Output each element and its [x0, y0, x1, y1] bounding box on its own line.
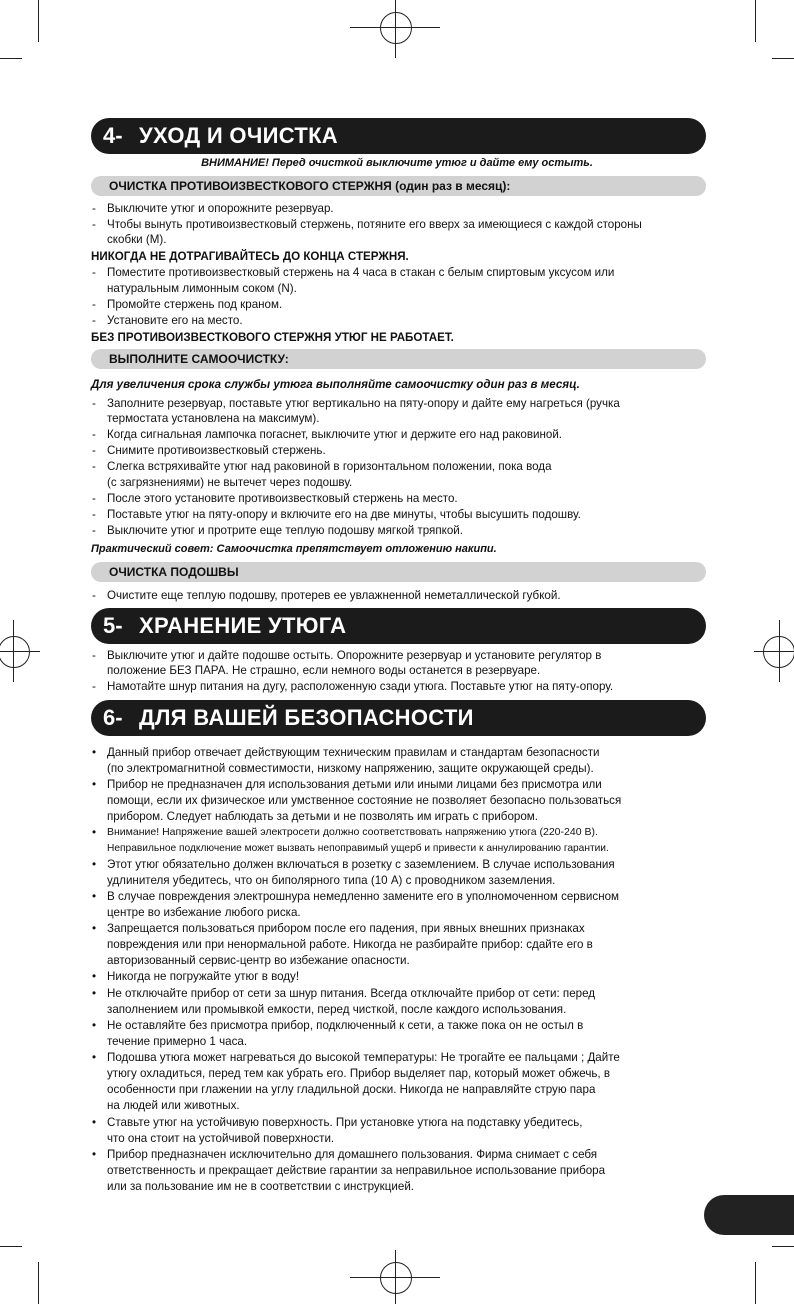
- text-line: скобки (M).: [107, 233, 167, 246]
- text-line: После этого установите противоизвестковый стержень на место.: [107, 492, 458, 505]
- bullet-marker: •: [92, 987, 97, 1000]
- text-line: Не оставляйте без присмотра прибор, подключенный к сети, а также пока он не остыл в: [107, 1019, 584, 1032]
- section-title: ДЛЯ ВАШЕЙ БЕЗОПАСНОСТИ: [139, 705, 474, 730]
- section-number: 4-: [103, 123, 123, 148]
- dash-marker: -: [92, 397, 96, 410]
- text-line: утюгу охладиться, перед тем как убрать его. Прибор выделяет пар, который может обжечь, в: [107, 1067, 611, 1080]
- text-line: Данный прибор отвечает действующим техническим правилам и стандартам безопасности: [107, 746, 600, 759]
- crop-mark: [38, 1262, 39, 1304]
- bullet-marker: •: [92, 778, 97, 791]
- registration-line: [13, 620, 14, 682]
- section-number: 6-: [103, 705, 123, 730]
- text-line: Намотайте шнур питания на дугу, расположенную сзади утюга. Поставьте утюг на пяту-опору.: [107, 680, 614, 693]
- italic-intro: Для увеличения срока службы утюга выполняйте самоочистку один раз в месяц.: [91, 378, 580, 391]
- section-4-header: [91, 118, 706, 154]
- text-line: повреждения или при ненормальной работе. Никогда не разбирайте прибор: сдайте его в: [107, 938, 593, 951]
- registration-mark-bottom: [380, 1262, 412, 1294]
- text-line: или за пользование им не в соответствии с инструкцией.: [107, 1180, 415, 1193]
- text-line: Неправильное подключение может вызвать непоправимый ущерб и привести к аннулированию гарантии.: [107, 843, 609, 854]
- subsection-header: [91, 176, 706, 196]
- dash-marker: -: [92, 218, 96, 231]
- dash-marker: -: [92, 649, 96, 662]
- text-line: Прибор не предназначен для использования детьми или иными лицами без присмотра или: [107, 778, 602, 791]
- bullet-marker: •: [92, 858, 97, 871]
- registration-line: [395, 0, 396, 58]
- text-line: Снимите противоизвестковый стержень.: [107, 444, 326, 457]
- text-line: Запрещается пользоваться прибором после его падения, при явных внешних признаках: [107, 922, 585, 935]
- text-line: удлинителя убедитесь, что он биполярного типа (10 A) с проводником заземления.: [107, 874, 556, 887]
- bullet-marker: •: [92, 970, 97, 983]
- crop-mark: [772, 1246, 794, 1247]
- dash-marker: -: [92, 298, 96, 311]
- text-line: Выключите утюг и опорожните резервуар.: [107, 202, 334, 215]
- registration-line: [779, 620, 780, 682]
- dash-marker: -: [92, 266, 96, 279]
- crop-mark: [0, 1246, 22, 1247]
- bullet-marker: •: [92, 1051, 97, 1064]
- text-line: Заполните резервуар, поставьте утюг вертикально на пяту-опору и дайте ему нагреться (ручка: [107, 397, 620, 410]
- bold-notice: БЕЗ ПРОТИВОИЗВЕСТКОВОГО СТЕРЖНЯ УТЮГ НЕ РАБОТАЕТ.: [91, 331, 454, 344]
- text-line: Поместите противоизвестковый стержень на 4 часа в стакан с белым спиртовым уксусом или: [107, 266, 615, 279]
- text-line: Не отключайте прибор от сети за шнур питания. Всегда отключайте прибор от сети: перед: [107, 987, 596, 1000]
- crop-mark: [772, 58, 794, 59]
- bullet-marker: •: [92, 746, 97, 759]
- subsection-title: ОЧИСТКА ПРОТИВОИЗВЕСТКОВОГО СТЕРЖНЯ (один раз в месяц):: [109, 179, 511, 193]
- section-6-header: [91, 700, 706, 736]
- text-line: Внимание! Напряжение вашей электросети должно соответствовать напряжению утюга (220-240 В).: [107, 826, 598, 838]
- text-line: Ставьте утюг на устойчивую поверхность. При установке утюга на подставку убедитесь,: [107, 1116, 583, 1129]
- section-5-header: [91, 608, 706, 644]
- registration-line: [395, 1250, 396, 1304]
- text-line: особенности при глажении на углу гладильной доски. Никогда не направляйте струю пара: [107, 1083, 596, 1096]
- subsection-header: [91, 562, 706, 582]
- dash-marker: -: [92, 680, 96, 693]
- dash-marker: -: [92, 524, 96, 537]
- text-line: авторизованный сервис-центр во избежание опасности.: [107, 954, 410, 967]
- subsection-title: ОЧИСТКА ПОДОШВЫ: [109, 565, 239, 579]
- text-line: помощи, если их физическое или умственное состояние не позволяет безопасно пользоваться: [107, 794, 622, 807]
- text-line: заполнением или промывкой емкости, перед чисткой, после каждого использования.: [107, 1003, 567, 1016]
- text-line: (с загрязнениями) не вытечет через подошву.: [107, 476, 353, 489]
- text-line: центре во избежание любого риска.: [107, 906, 301, 919]
- dash-marker: -: [92, 492, 96, 505]
- page-tab-marker: [704, 1195, 794, 1235]
- dash-marker: -: [92, 428, 96, 441]
- text-line: ответственность и прекращает действие гарантии за неправильное использование прибора: [107, 1164, 606, 1177]
- bullet-marker: •: [92, 1116, 97, 1129]
- text-line: Слегка встряхивайте утюг над раковиной в горизонтальном положении, пока вода: [107, 460, 552, 473]
- section-number: 5-: [103, 613, 123, 638]
- text-line: Подошва утюга может нагреваться до высокой температуры: Не трогайте ее пальцами ; Дайте: [107, 1051, 620, 1064]
- text-line: прибором. Следует наблюдать за детьми и не позволять им играть с прибором.: [107, 810, 538, 823]
- text-line: Очистите еще теплую подошву, протерев ее увлажненной неметаллической губкой.: [107, 589, 561, 602]
- crop-mark: [38, 0, 39, 42]
- dash-marker: -: [92, 508, 96, 521]
- registration-line: [0, 651, 40, 652]
- bullet-marker: •: [92, 890, 97, 903]
- text-line: натуральным лимонным соком (N).: [107, 282, 297, 295]
- text-line: Выключите утюг и протрите еще теплую подошву мягкой тряпкой.: [107, 524, 463, 537]
- text-line: Никогда не погружайте утюг в воду!: [107, 970, 300, 983]
- text-line: термостата установлена на максимум).: [107, 412, 320, 425]
- text-line: Поставьте утюг на пяту-опору и включите его на две минуты, чтобы высушить подошву.: [107, 508, 581, 521]
- warning-text: ВНИМАНИЕ! Перед очисткой выключите утюг и дайте ему остыть.: [201, 157, 593, 169]
- text-line: (по электромагнитной совместимости, низкому напряжению, защите окружающей среды).: [107, 762, 594, 775]
- text-line: Выключите утюг и дайте подошве остыть. Опорожните резервуар и установите регулятор в: [107, 649, 602, 662]
- text-line: В случае повреждения электрошнура немедленно замените его в уполномоченном сервисном: [107, 890, 620, 903]
- section-title: ХРАНЕНИЕ УТЮГА: [139, 613, 347, 638]
- crop-mark: [755, 1262, 756, 1304]
- dash-marker: -: [92, 460, 96, 473]
- registration-mark-top: [380, 12, 412, 44]
- bullet-marker: •: [92, 826, 97, 839]
- registration-line: [754, 651, 794, 652]
- crop-mark: [755, 0, 756, 42]
- text-line: Промойте стержень под краном.: [107, 298, 283, 311]
- bullet-marker: •: [92, 1019, 97, 1032]
- text-line: Чтобы вынуть противоизвестковый стержень, потяните его вверх за имеющиеся с каждой стороны: [107, 218, 642, 231]
- text-line: что она стоит на устойчивой поверхности.: [107, 1132, 335, 1145]
- text-line: положение БЕЗ ПАРА. Не страшно, если немного воды останется в резервуаре.: [107, 664, 541, 677]
- text-line: Этот утюг обязательно должен включаться в розетку с заземлением. В случае использования: [107, 858, 615, 871]
- dash-marker: -: [92, 444, 96, 457]
- section-title: УХОД И ОЧИСТКА: [139, 123, 338, 148]
- subsection-title: ВЫПОЛНИТЕ САМООЧИСТКУ:: [109, 352, 289, 366]
- dash-marker: -: [92, 314, 96, 327]
- bullet-marker: •: [92, 922, 97, 935]
- text-line: на людей или животных.: [107, 1099, 240, 1112]
- text-line: Когда сигнальная лампочка погаснет, выключите утюг и держите его над раковиной.: [107, 428, 563, 441]
- registration-mark-left: [0, 636, 30, 668]
- crop-mark: [0, 58, 22, 59]
- text-line: Прибор предназначен исключительно для домашнего пользования. Фирма снимает с себя: [107, 1148, 598, 1161]
- bullet-marker: •: [92, 1148, 97, 1161]
- dash-marker: -: [92, 202, 96, 215]
- text-line: Установите его на место.: [107, 314, 243, 327]
- text-line: течение примерно 1 часа.: [107, 1035, 248, 1048]
- subsection-header: [91, 349, 706, 369]
- practical-tip: Практический совет: Самоочистка препятствует отложению накипи.: [91, 543, 497, 555]
- dash-marker: -: [92, 589, 96, 602]
- bold-notice: НИКОГДА НЕ ДОТРАГИВАЙТЕСЬ ДО КОНЦА СТЕРЖНЯ.: [91, 250, 409, 263]
